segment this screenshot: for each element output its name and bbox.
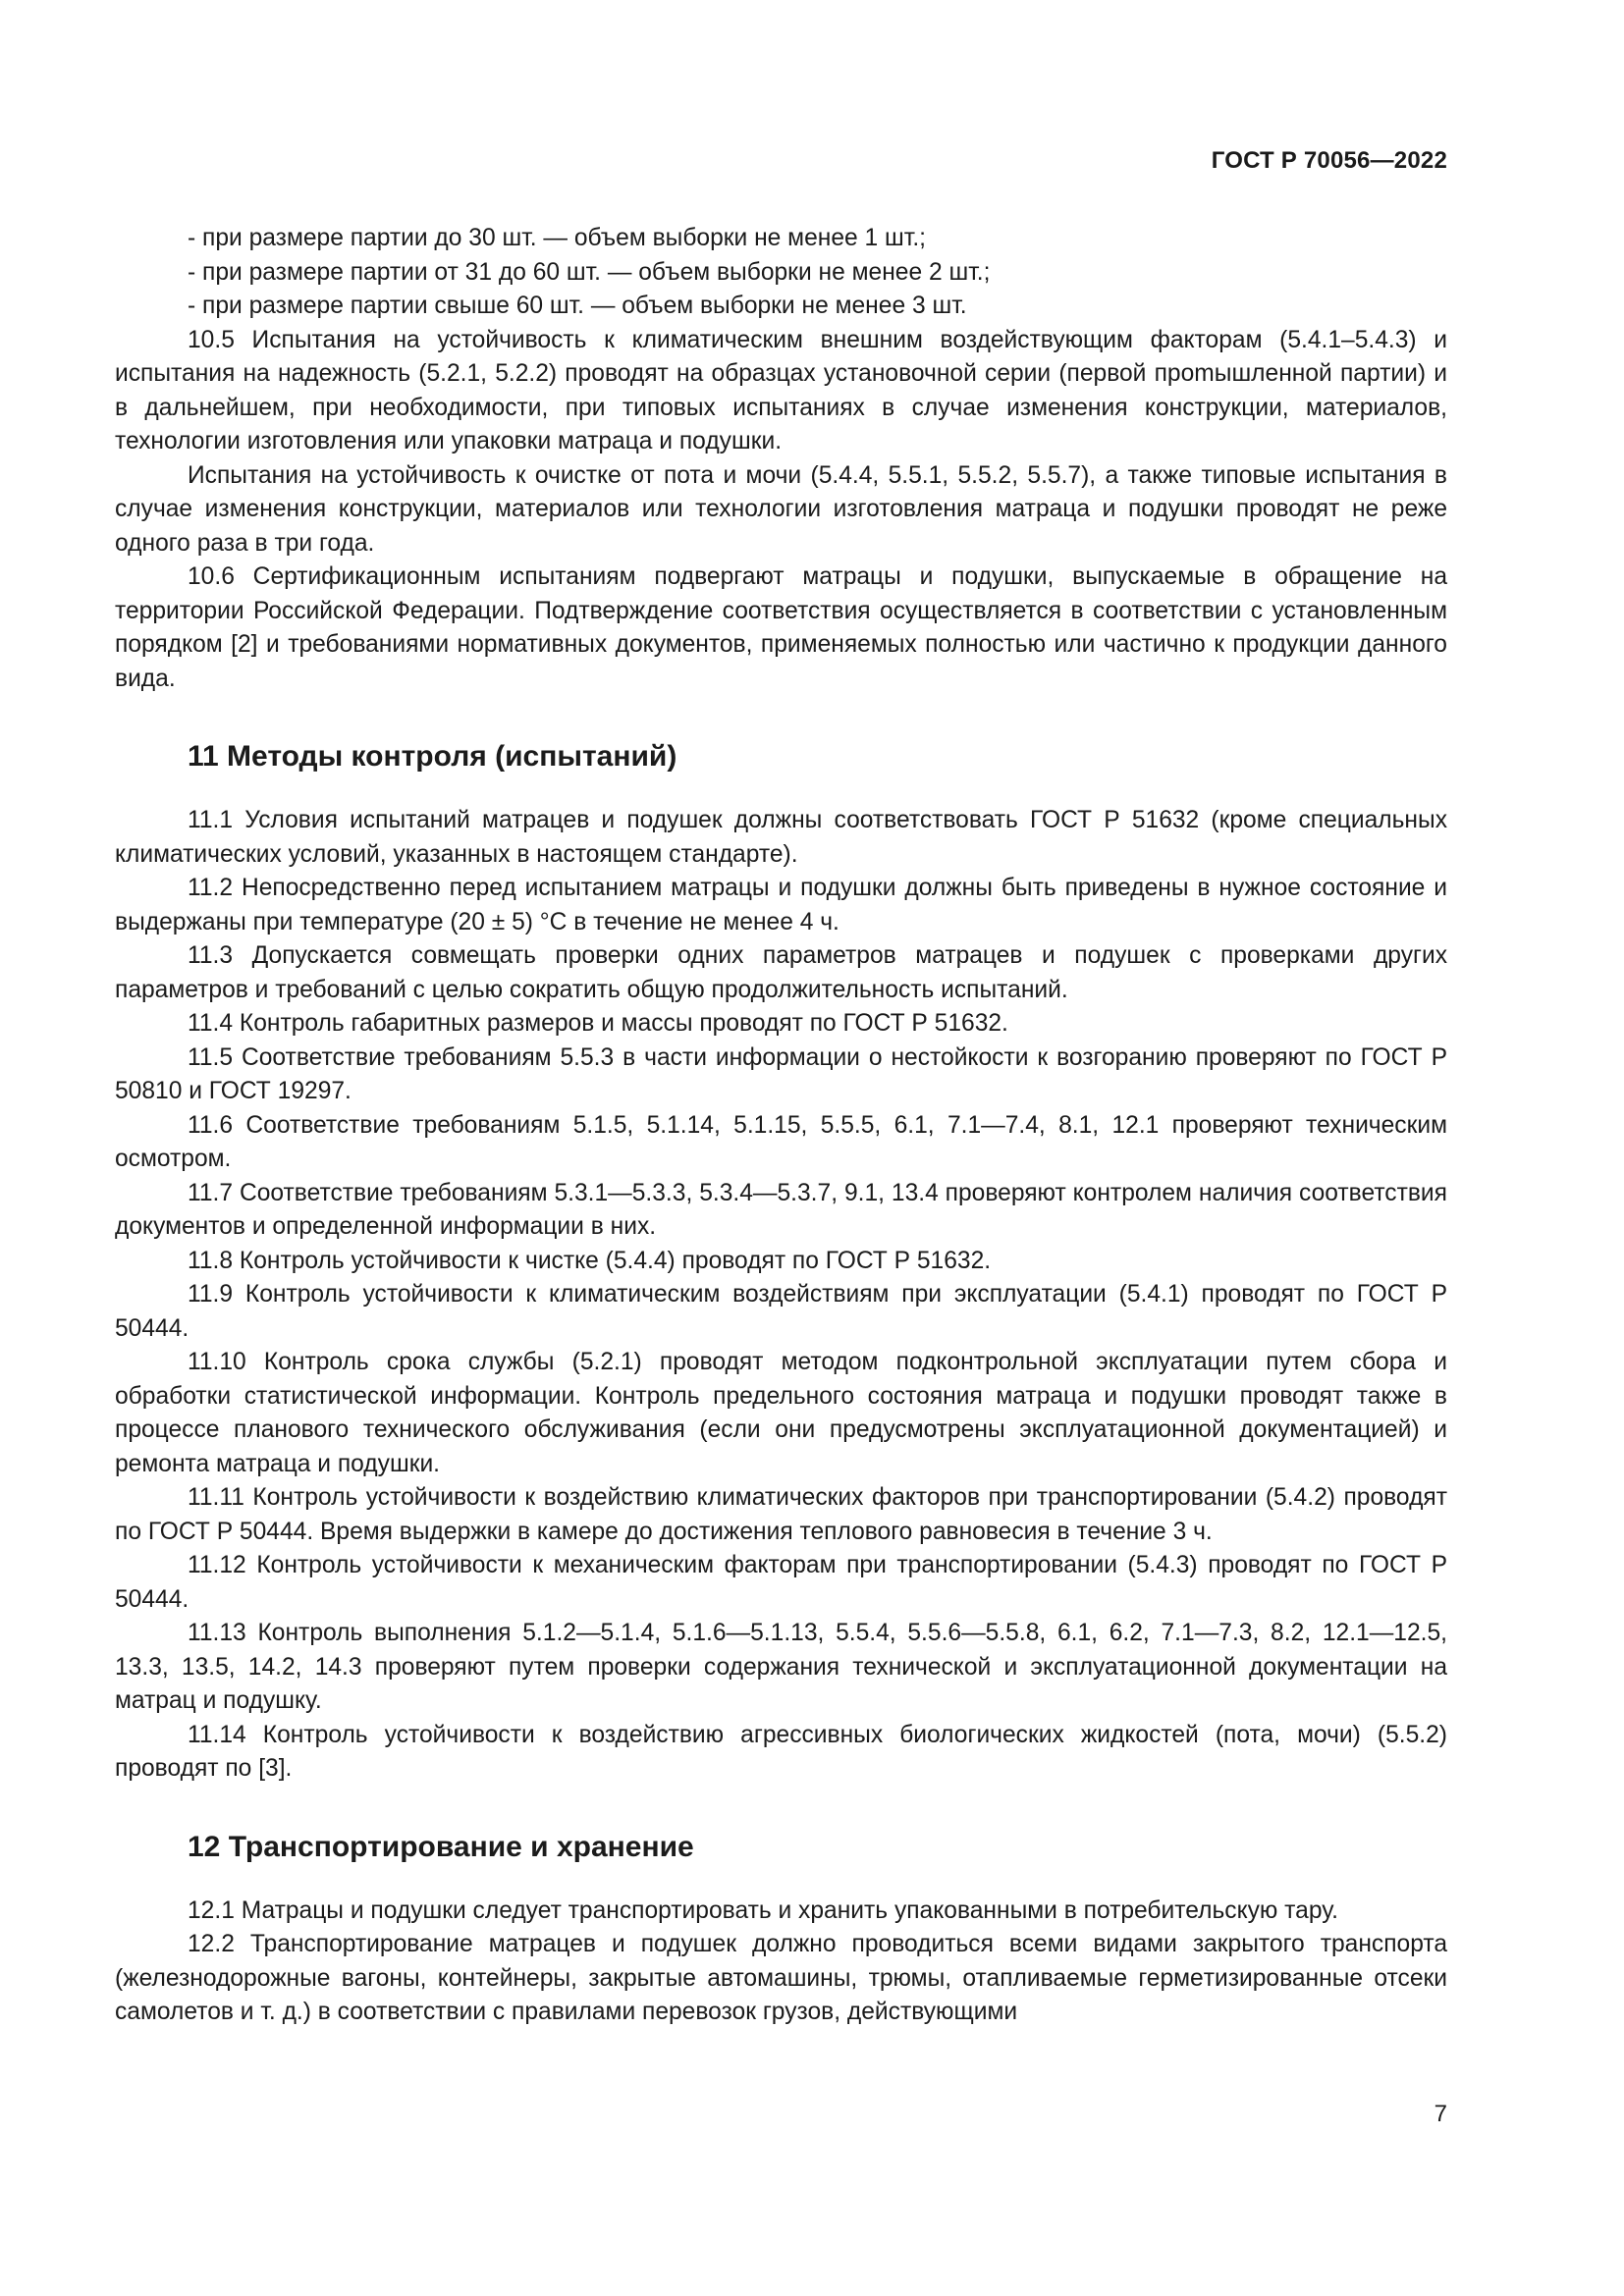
paragraph: - при размере партии до 30 шт. — объем выборки не менее 1 шт.; <box>188 225 926 251</box>
paragraph: 11.9 Контроль устойчивости к климатическим воздействиям при эксплуатации (5.4.1) проводят по ГОСТ Р 50444. <box>115 1281 1447 1342</box>
paragraph: 11.2 Непосредственно перед испытанием матрацы и подушки должны быть приведены в нужное состояние и выдержаны при температуре (20 ± 5) °С в течение не менее 4 ч. <box>115 875 1447 935</box>
paragraph: 11.14 Контроль устойчивости к воздействию агрессивных биологических жидкостей (пота, мочи) (5.5.2) проводят по [3]. <box>115 1721 1447 1782</box>
document-id-header: ГОСТ Р 70056—2022 <box>1211 147 1447 174</box>
intro-block <box>115 222 1447 696</box>
section-12-title: 12 Транспортирование и хранение <box>188 1830 694 1863</box>
page-number: 7 <box>1434 2101 1447 2127</box>
paragraph: 12.2 Транспортирование матрацев и подушек должно проводиться всеми видами закрытого транспорта (железнодорожные вагоны, контейнеры, закрытые автомашины, трюмы, отапливаемые гермeтизированные отсеки самолетов и т. д.) в соответствии с правилами перевозок грузов, действующими <box>115 1931 1447 2025</box>
paragraph: 11.10 Контроль срока службы (5.2.1) проводят методом подконтрольной эксплуатации путем сбора и обработки статистической информации. Контроль предельного состояния матраца и подушки проводят также в процессе планового технического обслуживания (если они предусмотрены эксплуатационной документацией) и ремонта матраца и подушки. <box>115 1349 1447 1477</box>
paragraph: 11.12 Контроль устойчивости к механическим факторам при транспортировании (5.4.3) проводят по ГОСТ Р 50444. <box>115 1552 1447 1613</box>
section-12-body <box>115 1895 1447 2030</box>
paragraph: 10.5 Испытания на устойчивость к климатическим внешним воздействующим факторам (5.4.1–5.4.3) и испытания на надежность (5.2.1, 5.2.2) проводят на образцах установочной серии (первой проmышленной партии) и в дальнейшем, при необходимости, при типовых испытаниях в случае изменения конструкции, материалов, технологии изготовления или упаковки матраца и подушки. <box>115 326 1447 454</box>
paragraph: Испытания на устойчивость к очистке от пота и мочи (5.4.4, 5.5.1, 5.5.2, 5.5.7), а также типовые испытания в случае изменения конструкции, материалов или технологии изготовления матраца и подушки проводят не реже одного раза в три года. <box>115 461 1447 557</box>
paragraph: - при размере партии свыше 60 шт. — объем выборки не менее 3 шт. <box>188 293 967 319</box>
paragraph: 10.6 Сертификационным испытаниям подвергают матрацы и подушки, выпускаемые в обращение на территории Российской Федерации. Подтверждение соответствия осуществляется в соответствии с установленным порядком [2] и требованиями нормативных документов, применяемых полностью или частично к продукции данного вида. <box>115 563 1447 692</box>
paragraph: 12.1 Матрацы и подушки следует транспортировать и хранить упакованными в потребительскую тару. <box>188 1896 1338 1924</box>
section-11-body <box>115 804 1447 1787</box>
paragraph: 11.7 Соответствие требованиям 5.3.1—5.3.3, 5.3.4—5.3.7, 9.1, 13.4 проверяют контролем наличия соответствия документов и определенной информации в них. <box>115 1179 1447 1240</box>
paragraph: 11.6 Соответствие требованиям 5.1.5, 5.1.14, 5.1.15, 5.5.5, 6.1, 7.1—7.4, 8.1, 12.1 проверяют техническим осмотром. <box>115 1111 1447 1172</box>
section-11-title: 11 Методы контроля (испытаний) <box>188 740 677 773</box>
paragraph: 11.8 Контроль устойчивости к чистке (5.4.4) проводят по ГОСТ Р 51632. <box>188 1247 992 1274</box>
paragraph: 11.3 Допускается совмещать проверки одних параметров матрацев и подушек с проверками других параметров и требований с целью сократить общую продолжительность испытаний. <box>115 942 1447 1003</box>
paragraph: 11.4 Контроль габаритных размеров и массы проводят по ГОСТ Р 51632. <box>188 1010 1008 1037</box>
paragraph: 11.13 Контроль выполнения 5.1.2—5.1.4, 5.1.6—5.1.13, 5.5.4, 5.5.6—5.5.8, 6.1, 6.2, 7.1—7.3, 8.2, 12.1—12.5, 13.3, 13.5, 14.2, 14.3 проверяют путем проверки содержания технической и эксплуатационной документации на матрац и подушку. <box>115 1620 1447 1714</box>
paragraph: 11.1 Условия испытаний матрацев и подушек должны соответствовать ГОСТ Р 51632 (кроме специальных климатических условий, указанных в настоящем стандарте). <box>115 807 1447 868</box>
page-content <box>115 222 1447 2030</box>
paragraph: 11.11 Контроль устойчивости к воздействию климатических факторов при транспортировании (5.4.2) проводят по ГОСТ Р 50444. Время выдержки в камере до достижения теплового равновесия в течение 3 ч. <box>115 1484 1447 1545</box>
paragraph: 11.5 Соответствие требованиям 5.5.3 в части информации о нестойкости к возгоранию проверяют по ГОСТ Р 50810 и ГОСТ 19297. <box>115 1043 1447 1104</box>
paragraph: - при размере партии от 31 до 60 шт. — объем выборки не менее 2 шт.; <box>188 258 991 286</box>
